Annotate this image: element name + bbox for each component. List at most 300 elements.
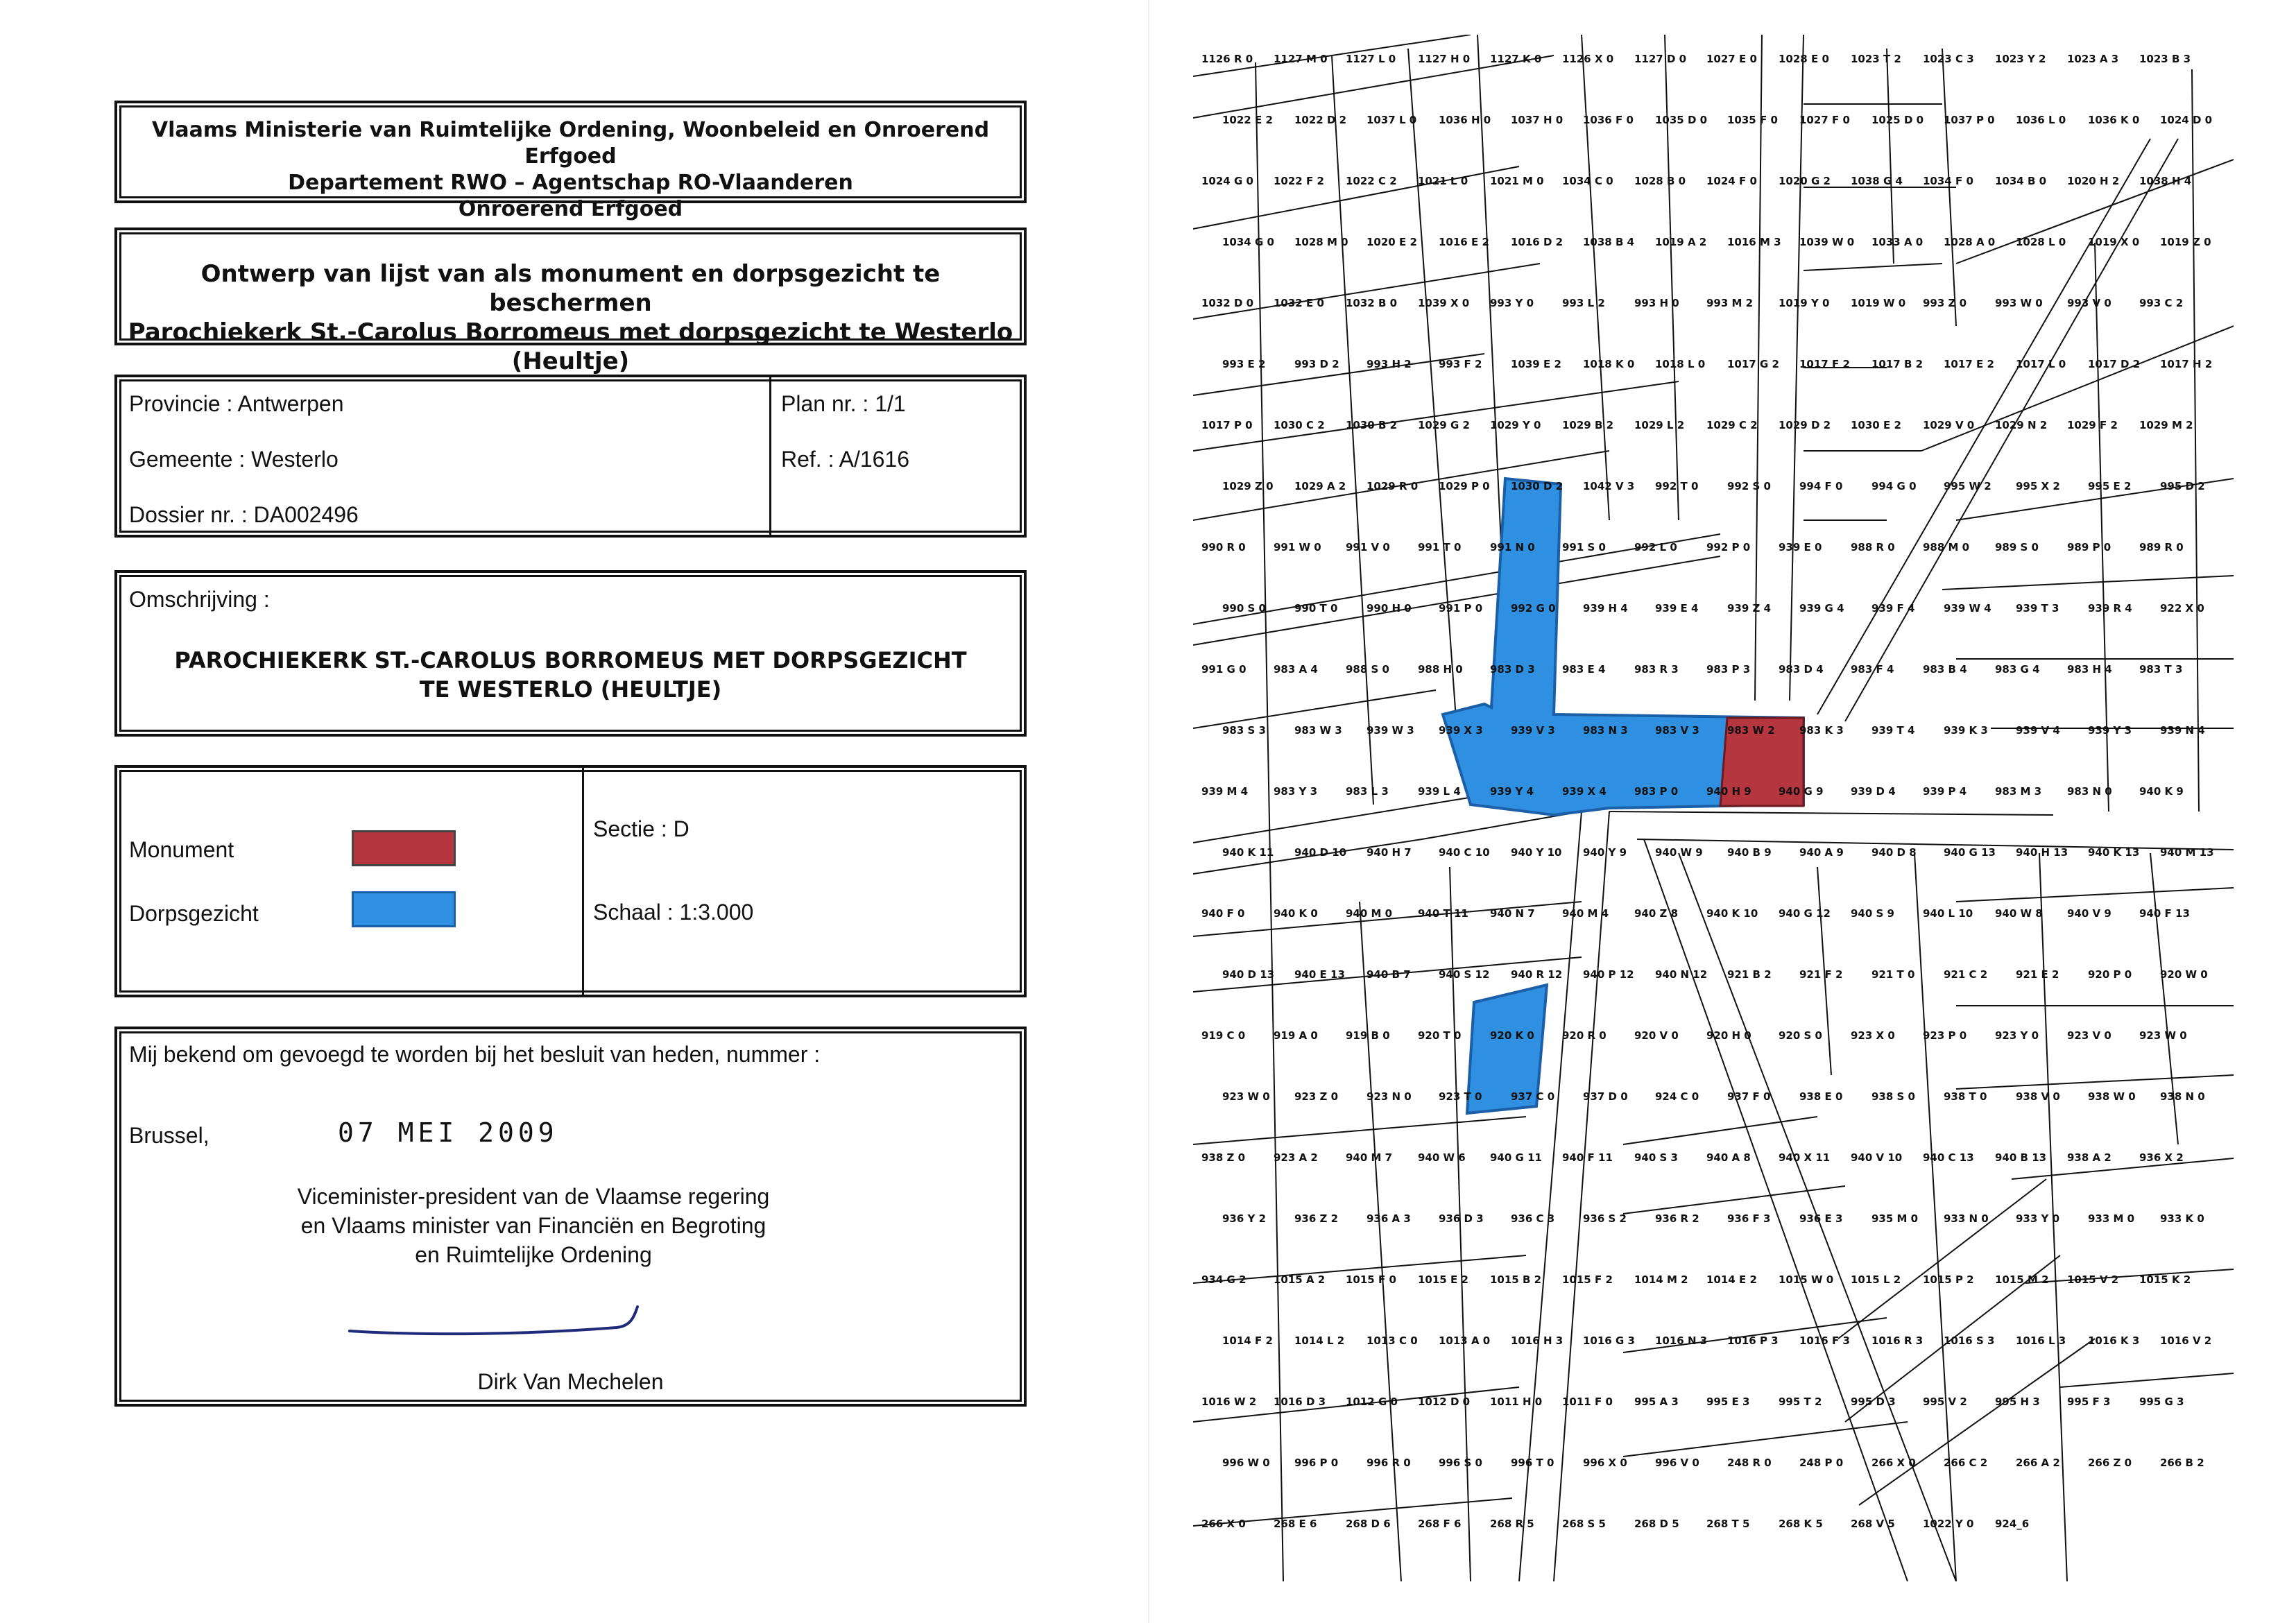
legend-box (114, 765, 1027, 997)
parcel-label: 940 B 7 (1367, 968, 1411, 981)
parcel-label: 936 X 2 (2139, 1151, 2184, 1164)
parcel-label: 1028 E 0 (1779, 53, 1829, 65)
parcel-label: 983 P 3 (1706, 663, 1751, 676)
parcel-label: 983 H 4 (2067, 663, 2112, 676)
parcel-label: 983 M 3 (1995, 785, 2042, 798)
parcel-label: 248 R 0 (1727, 1457, 1772, 1469)
schaal-text: Schaal : 1:3.000 (593, 900, 754, 925)
signature (346, 1300, 651, 1348)
parcel-label: 993 H 2 (1367, 358, 1412, 370)
parcel-label: 1020 E 2 (1367, 236, 1417, 248)
info-divider (769, 377, 771, 535)
parcel-label: 939 T 4 (1871, 724, 1915, 737)
parcel-label: 1022 C 2 (1346, 175, 1397, 187)
title-line-2: Parochiekerk St.-Carolus Borromeus met dorpsgezicht te Westerlo (Heultje) (128, 318, 1013, 375)
parcel-label: 923 X 0 (1851, 1029, 1895, 1042)
parcel-label: 923 A 2 (1274, 1151, 1318, 1164)
parcel-label: 940 V 9 (2067, 907, 2111, 920)
parcel-label: 923 T 0 (1439, 1090, 1482, 1103)
parcel-label: 940 S 3 (1634, 1151, 1678, 1164)
parcel-label: 993 V 0 (2067, 297, 2111, 309)
parcel-label: 936 R 2 (1655, 1212, 1699, 1225)
parcel-label: 1022 Y 0 (1923, 1518, 1974, 1530)
parcel-label: 1019 Z 0 (2160, 236, 2211, 248)
parcel-label: 995 T 2 (1779, 1396, 1822, 1408)
parcel-label: 268 K 5 (1779, 1518, 1823, 1530)
parcel-label: 1016 S 3 (1944, 1334, 1995, 1347)
parcel-label: 995 D 3 (1851, 1396, 1896, 1408)
parcel-label: 940 W 9 (1655, 846, 1703, 859)
parcel-label: 1016 W 2 (1201, 1396, 1257, 1408)
parcel-label: 1016 P 3 (1727, 1334, 1779, 1347)
parcel-label: 940 A 9 (1799, 846, 1844, 859)
parcel-label: 1039 W 0 (1799, 236, 1855, 248)
parcel-label: 990 H 0 (1367, 602, 1412, 615)
parcel-label: 940 N 12 (1655, 968, 1708, 981)
parcel-label: 995 F 3 (2067, 1396, 2111, 1408)
parcel-label: 940 H 9 (1706, 785, 1751, 798)
parcel-label: 921 E 2 (2016, 968, 2059, 981)
parcel-label: 266 X 0 (1201, 1518, 1246, 1530)
parcel-label: 920 W 0 (2160, 968, 2208, 981)
parcel-label: 938 S 0 (1871, 1090, 1915, 1103)
parcel-label: 983 N 0 (2067, 785, 2112, 798)
parcel-label: 1016 G 3 (1583, 1334, 1635, 1347)
parcel-label: 938 T 0 (1944, 1090, 1987, 1103)
parcel-label: 1024 D 0 (2160, 114, 2213, 126)
parcel-label: 1029 M 2 (2139, 419, 2193, 431)
parcel-label: 936 S 2 (1583, 1212, 1627, 1225)
parcel-label: 993 L 2 (1562, 297, 1605, 309)
parcel-label: 1027 F 0 (1799, 114, 1850, 126)
parcel-label: 1030 D 2 (1511, 480, 1563, 492)
parcel-label: 921 B 2 (1727, 968, 1772, 981)
parcel-label: 924_6 (1995, 1518, 2030, 1530)
parcel-label: 1024 F 0 (1706, 175, 1757, 187)
parcel-label: 940 H 7 (1367, 846, 1412, 859)
parcel-label: 940 G 11 (1490, 1151, 1542, 1164)
parcel-label: 1023 Y 2 (1995, 53, 2046, 65)
parcel-label: 268 V 5 (1851, 1518, 1895, 1530)
parcel-label: 937 F 0 (1727, 1090, 1771, 1103)
parcel-label: 995 V 2 (1923, 1396, 1967, 1408)
parcel-label: 940 N 7 (1490, 907, 1535, 920)
parcel-label: 933 N 0 (1944, 1212, 1989, 1225)
parcel-label: 1029 C 2 (1706, 419, 1758, 431)
parcel-label: 983 T 3 (2139, 663, 2183, 676)
parcel-label: 1127 D 0 (1634, 53, 1687, 65)
parcel-label: 992 T 0 (1655, 480, 1699, 492)
parcel-label: 1022 F 2 (1274, 175, 1324, 187)
parcel-label: 266 X 0 (1871, 1457, 1916, 1469)
parcel-label: 1023 B 3 (2139, 53, 2191, 65)
parcel-label: 1039 X 0 (1418, 297, 1470, 309)
parcel-label: 1037 H 0 (1511, 114, 1563, 126)
parcel-label: 1029 P 0 (1439, 480, 1490, 492)
parcel-label: 940 B 13 (1995, 1151, 2047, 1164)
parcel-label: 1017 F 2 (1799, 358, 1850, 370)
parcel-label: 1028 L 0 (2016, 236, 2066, 248)
parcel-label: 1016 K 3 (2088, 1334, 2140, 1347)
parcel-label: 1019 W 0 (1851, 297, 1906, 309)
parcel-label: 1016 R 3 (1871, 1334, 1924, 1347)
parcel-label: 996 R 0 (1367, 1457, 1411, 1469)
parcel-label: 940 R 12 (1511, 968, 1563, 981)
parcel-label: 983 S 3 (1222, 724, 1266, 737)
parcel-label: 991 G 0 (1201, 663, 1246, 676)
parcel-label: 921 C 2 (1944, 968, 1988, 981)
parcel-label: 940 K 0 (1274, 907, 1318, 920)
parcel-label: 993 M 2 (1706, 297, 1754, 309)
parcel-label: 940 T 11 (1418, 907, 1468, 920)
parcel-label: 983 B 4 (1923, 663, 1967, 676)
parcel-label: 1036 F 0 (1583, 114, 1634, 126)
parcel-label: 1038 H 4 (2139, 175, 2192, 187)
parcel-label: 248 P 0 (1799, 1457, 1844, 1469)
parcel-label: 988 M 0 (1923, 541, 1970, 553)
parcel-label: 1029 B 2 (1562, 419, 1614, 431)
parcel-label: 1011 F 0 (1562, 1396, 1613, 1408)
parcel-label: 1027 E 0 (1706, 53, 1757, 65)
parcel-label: 939 W 4 (1944, 602, 1991, 615)
gemeente-text: Gemeente : Westerlo (129, 447, 339, 472)
parcel-label: 266 A 2 (2016, 1457, 2060, 1469)
parcel-label: 1042 V 3 (1583, 480, 1635, 492)
parcel-label: 940 S 12 (1439, 968, 1490, 981)
parcel-label: 1012 G 0 (1346, 1396, 1398, 1408)
parcel-label: 919 A 0 (1274, 1029, 1318, 1042)
parcel-label: 940 K 13 (2088, 846, 2140, 859)
parcel-label: 920 R 0 (1562, 1029, 1607, 1042)
parcel-label: 993 D 2 (1294, 358, 1339, 370)
parcel-label: 1013 C 0 (1367, 1334, 1418, 1347)
parcel-label: 995 D 2 (2160, 480, 2205, 492)
parcel-label: 1028 A 0 (1944, 236, 1996, 248)
parcel-label: 937 C 0 (1511, 1090, 1555, 1103)
parcel-label: 939 E 0 (1779, 541, 1822, 553)
parcel-label: 1032 E 0 (1274, 297, 1324, 309)
dorpsgezicht-swatch (352, 891, 456, 927)
parcel-label: 940 M 7 (1346, 1151, 1393, 1164)
parcel-label: 940 D 8 (1871, 846, 1917, 859)
parcel-label: 940 W 6 (1418, 1151, 1466, 1164)
parcel-label: 936 Z 2 (1294, 1212, 1339, 1225)
parcel-label: 1032 B 0 (1346, 297, 1398, 309)
parcel-label: 268 E 6 (1274, 1518, 1317, 1530)
parcel-label: 1036 K 0 (2088, 114, 2140, 126)
parcel-label: 991 T 0 (1418, 541, 1462, 553)
parcel-label: 939 L 4 (1418, 785, 1461, 798)
parcel-label: 1029 L 2 (1634, 419, 1685, 431)
ministry-header (114, 101, 1027, 221)
parcel-label: 1127 L 0 (1346, 53, 1396, 65)
parcel-label: 991 V 0 (1346, 541, 1390, 553)
parcel-label: 268 R 5 (1490, 1518, 1534, 1530)
parcel-label: 993 E 2 (1222, 358, 1266, 370)
parcel-label: 1029 R 0 (1367, 480, 1419, 492)
parcel-label: 1029 F 2 (2067, 419, 2118, 431)
parcel-label: 940 E 13 (1294, 968, 1345, 981)
parcel-label: 1028 M 0 (1294, 236, 1348, 248)
parcel-label: 939 W 3 (1367, 724, 1414, 737)
parcel-label: 940 M 4 (1562, 907, 1609, 920)
parcel-label: 940 M 13 (2160, 846, 2214, 859)
parcel-label: 1012 D 0 (1418, 1396, 1471, 1408)
parcel-label: 938 A 2 (2067, 1151, 2111, 1164)
parcel-label: 1029 D 2 (1779, 419, 1831, 431)
parcel-label: 940 A 8 (1706, 1151, 1751, 1164)
parcel-label: 1029 Z 0 (1222, 480, 1274, 492)
parcel-label: 995 E 2 (2088, 480, 2132, 492)
parcel-label: 1127 M 0 (1274, 53, 1328, 65)
parcel-label: 1034 F 0 (1923, 175, 1973, 187)
parcel-label: 992 G 0 (1511, 602, 1556, 615)
parcel-label: 1017 H 2 (2160, 358, 2213, 370)
parcel-label: 1021 M 0 (1490, 175, 1544, 187)
parcel-label: 938 V 0 (2016, 1090, 2060, 1103)
parcel-label: 1020 H 2 (2067, 175, 2120, 187)
parcel-label: 1022 E 2 (1222, 114, 1273, 126)
parcel-label: 940 P 12 (1583, 968, 1634, 981)
parcel-label: 983 P 0 (1634, 785, 1679, 798)
parcel-label: 1039 E 2 (1511, 358, 1561, 370)
parcel-label: 1036 L 0 (2016, 114, 2066, 126)
description-box (114, 570, 1027, 737)
role-line-3: en Ruimtelijke Ordening (415, 1242, 652, 1267)
parcel-label: 1038 B 4 (1583, 236, 1635, 248)
parcel-label: 920 K 0 (1490, 1029, 1534, 1042)
parcel-label: 940 F 13 (2139, 907, 2190, 920)
legend-divider (582, 768, 584, 995)
parcel-label: 1020 G 2 (1779, 175, 1831, 187)
parcel-label: 940 Z 8 (1634, 907, 1679, 920)
parcel-label: 937 D 0 (1583, 1090, 1628, 1103)
parcel-label: 939 V 3 (1511, 724, 1555, 737)
parcel-label: 1011 H 0 (1490, 1396, 1543, 1408)
parcel-label: 1029 N 2 (1995, 419, 2048, 431)
parcel-label: 938 E 0 (1799, 1090, 1843, 1103)
parcel-label: 923 V 0 (2067, 1029, 2111, 1042)
parcel-label: 940 V 10 (1851, 1151, 1903, 1164)
parcel-label: 1017 L 0 (2016, 358, 2066, 370)
parcel-label: 1014 L 2 (1294, 1334, 1345, 1347)
parcel-label: 983 V 3 (1655, 724, 1699, 737)
parcel-label: 939 D 4 (1851, 785, 1896, 798)
parcel-label: 936 F 3 (1727, 1212, 1771, 1225)
title-box (114, 227, 1027, 375)
parcel-label: 1017 E 2 (1944, 358, 1994, 370)
parcel-label: 1016 L 3 (2016, 1334, 2066, 1347)
parcel-label: 940 K 10 (1706, 907, 1758, 920)
parcel-label: 1015 V 2 (2067, 1273, 2119, 1286)
parcel-label: 990 R 0 (1201, 541, 1246, 553)
parcel-label: 1019 X 0 (2088, 236, 2140, 248)
parcel-label: 1015 W 0 (1779, 1273, 1834, 1286)
parcel-label: 939 N 4 (2160, 724, 2205, 737)
parcel-label: 920 S 0 (1779, 1029, 1822, 1042)
parcel-label: 1023 C 3 (1923, 53, 1974, 65)
parcel-label: 1035 D 0 (1655, 114, 1708, 126)
parcel-label: 939 Z 4 (1727, 602, 1772, 615)
parcel-label: 983 G 4 (1995, 663, 2040, 676)
parcel-label: 993 F 2 (1439, 358, 1482, 370)
parcel-label: 995 A 3 (1634, 1396, 1679, 1408)
parcel-label: 996 X 0 (1583, 1457, 1627, 1469)
parcel-label: 1029 G 2 (1418, 419, 1470, 431)
parcel-label: 1033 A 0 (1871, 236, 1924, 248)
parcel-label: 1016 D 2 (1511, 236, 1563, 248)
parcel-label: 983 N 3 (1583, 724, 1628, 737)
decree-intro: Mij bekend om gevoegd te worden bij het besluit van heden, nummer : (129, 1042, 821, 1067)
parcel-label: 940 C 10 (1439, 846, 1490, 859)
page-fold (1148, 0, 1149, 1623)
parcel-label: 994 F 0 (1799, 480, 1843, 492)
parcel-label: 1029 Y 0 (1490, 419, 1541, 431)
parcel-label: 996 T 0 (1511, 1457, 1554, 1469)
parcel-label: 1030 C 2 (1274, 419, 1325, 431)
parcel-label: 996 P 0 (1294, 1457, 1339, 1469)
parcel-label: 1019 Y 0 (1779, 297, 1830, 309)
parcel-label: 1015 B 2 (1490, 1273, 1542, 1286)
parcel-label: 995 W 2 (1944, 480, 1991, 492)
date-stamp: 07 MEI 2009 (338, 1117, 558, 1148)
parcel-label: 991 W 0 (1274, 541, 1321, 553)
parcel-label: 940 D 13 (1222, 968, 1275, 981)
parcel-label: 991 N 0 (1490, 541, 1535, 553)
parcel-label: 1017 P 0 (1201, 419, 1253, 431)
parcel-label: 992 S 0 (1727, 480, 1771, 492)
reference-number: Ref. : A/1616 (781, 447, 910, 472)
ministry-line-1: Vlaams Ministerie van Ruimtelijke Ordening, Woonbeleid en Onroerend Erfgoed (151, 118, 990, 169)
parcel-label: 994 G 0 (1871, 480, 1917, 492)
parcel-label: 920 T 0 (1418, 1029, 1462, 1042)
parcel-label: 991 S 0 (1562, 541, 1606, 553)
parcel-label: 1030 E 2 (1851, 419, 1901, 431)
parcel-label: 934 G 2 (1201, 1273, 1246, 1286)
parcel-label: 1015 L 2 (1851, 1273, 1901, 1286)
parcel-label: 938 N 0 (2160, 1090, 2205, 1103)
parcel-label: 939 V 4 (2016, 724, 2060, 737)
cadastral-map (1193, 35, 2234, 1581)
parcel-label: 993 W 0 (1995, 297, 2043, 309)
parcel-label: 1029 A 2 (1294, 480, 1346, 492)
parcel-label: 938 Z 0 (1201, 1151, 1246, 1164)
parcel-label: 1015 A 2 (1274, 1273, 1326, 1286)
parcel-label: 993 H 0 (1634, 297, 1679, 309)
parcel-label: 1035 F 0 (1727, 114, 1778, 126)
parcel-label: 989 P 0 (2067, 541, 2111, 553)
parcel-label: 1016 M 3 (1727, 236, 1781, 248)
parcel-label: 933 K 0 (2160, 1212, 2204, 1225)
parcel-label: 1015 F 2 (1562, 1273, 1613, 1286)
parcel-label: 940 G 13 (1944, 846, 1996, 859)
parcel-label: 938 W 0 (2088, 1090, 2136, 1103)
parcel-label: 939 Y 3 (2088, 724, 2132, 737)
parcel-label: 940 B 9 (1727, 846, 1772, 859)
parcel-label: 920 V 0 (1634, 1029, 1679, 1042)
parcel-label: 989 R 0 (2139, 541, 2184, 553)
dossier-text: Dossier nr. : DA002496 (129, 502, 359, 527)
parcel-label: 919 C 0 (1201, 1029, 1246, 1042)
parcel-label: 983 R 3 (1634, 663, 1679, 676)
parcel-label: 1013 A 0 (1439, 1334, 1491, 1347)
parcel-label: 923 Z 0 (1294, 1090, 1339, 1103)
monument-label: Monument (129, 837, 234, 862)
parcel-label: 992 P 0 (1706, 541, 1751, 553)
parcel-label: 939 R 4 (2088, 602, 2132, 615)
parcel-label: 1038 G 4 (1851, 175, 1903, 187)
parcel-label: 983 K 3 (1799, 724, 1844, 737)
parcel-label: 1015 F 0 (1346, 1273, 1396, 1286)
ministry-line-2: Departement RWO – Agentschap RO-Vlaanderen (288, 171, 853, 195)
parcel-label: 939 G 4 (1799, 602, 1844, 615)
signatory-name: Dirk Van Mechelen (477, 1369, 664, 1394)
parcel-label: 993 Y 0 (1490, 297, 1534, 309)
parcel-label: 266 C 2 (1944, 1457, 1988, 1469)
parcel-label: 940 M 0 (1346, 907, 1393, 920)
parcel-label: 920 P 0 (2088, 968, 2132, 981)
parcel-label: 983 W 3 (1294, 724, 1342, 737)
parcel-label: 983 F 4 (1851, 663, 1894, 676)
parcel-label: 983 D 3 (1490, 663, 1535, 676)
title-line-1: Ontwerp van lijst van als monument en dorpsgezicht te beschermen (200, 260, 941, 317)
parcel-label: 268 F 6 (1418, 1518, 1462, 1530)
parcel-label: 940 Y 10 (1511, 846, 1562, 859)
parcel-label: 939 K 3 (1944, 724, 1988, 737)
parcel-label: 940 Y 9 (1583, 846, 1627, 859)
parcel-label: 1126 X 0 (1562, 53, 1614, 65)
parcel-label: 1024 G 0 (1201, 175, 1253, 187)
parcel-label: 1014 F 2 (1222, 1334, 1273, 1347)
role-line-1: Viceminister-president van de Vlaamse regering (297, 1184, 770, 1209)
parcel-label: 939 M 4 (1201, 785, 1249, 798)
parcel-label: 1029 V 0 (1923, 419, 1975, 431)
parcel-label: 935 M 0 (1871, 1212, 1919, 1225)
parcel-label: 1018 L 0 (1655, 358, 1706, 370)
parcel-label: 940 D 10 (1294, 846, 1347, 859)
parcel-label: 268 S 5 (1562, 1518, 1606, 1530)
parcel-label: 939 T 3 (2016, 602, 2059, 615)
parcel-label: 1014 E 2 (1706, 1273, 1757, 1286)
parcel-label: 936 Y 2 (1222, 1212, 1267, 1225)
dorpsgezicht-label: Dorpsgezicht (129, 901, 259, 926)
parcel-label: 1025 D 0 (1871, 114, 1924, 126)
parcel-label: 940 K 9 (2139, 785, 2184, 798)
parcel-label: 936 C 3 (1511, 1212, 1555, 1225)
parcel-label: 983 L 3 (1346, 785, 1389, 798)
parcel-label: 923 W 0 (1222, 1090, 1270, 1103)
ministry-line-3: Onroerend Erfgoed (458, 197, 683, 221)
parcel-label: 1034 G 0 (1222, 236, 1274, 248)
parcel-label: 1017 G 2 (1727, 358, 1779, 370)
parcel-label: 1126 R 0 (1201, 53, 1253, 65)
parcel-label: 1016 N 3 (1655, 1334, 1708, 1347)
parcel-label: 991 P 0 (1439, 602, 1483, 615)
parcel-label: 1030 B 2 (1346, 419, 1398, 431)
parcel-label: 1015 P 2 (1923, 1273, 1974, 1286)
parcel-label: 940 F 11 (1562, 1151, 1613, 1164)
parcel-label: 939 X 4 (1562, 785, 1607, 798)
parcel-label: 995 G 3 (2139, 1396, 2184, 1408)
parcel-label: 933 M 0 (2088, 1212, 2135, 1225)
parcel-label: 939 H 4 (1583, 602, 1628, 615)
parcel-label: 919 B 0 (1346, 1029, 1390, 1042)
parcel-label: 1016 V 2 (2160, 1334, 2212, 1347)
parcel-label: 940 K 11 (1222, 846, 1274, 859)
parcel-label: 995 X 2 (2016, 480, 2060, 492)
parcel-label: 993 C 2 (2139, 297, 2184, 309)
monument-swatch (352, 830, 456, 866)
